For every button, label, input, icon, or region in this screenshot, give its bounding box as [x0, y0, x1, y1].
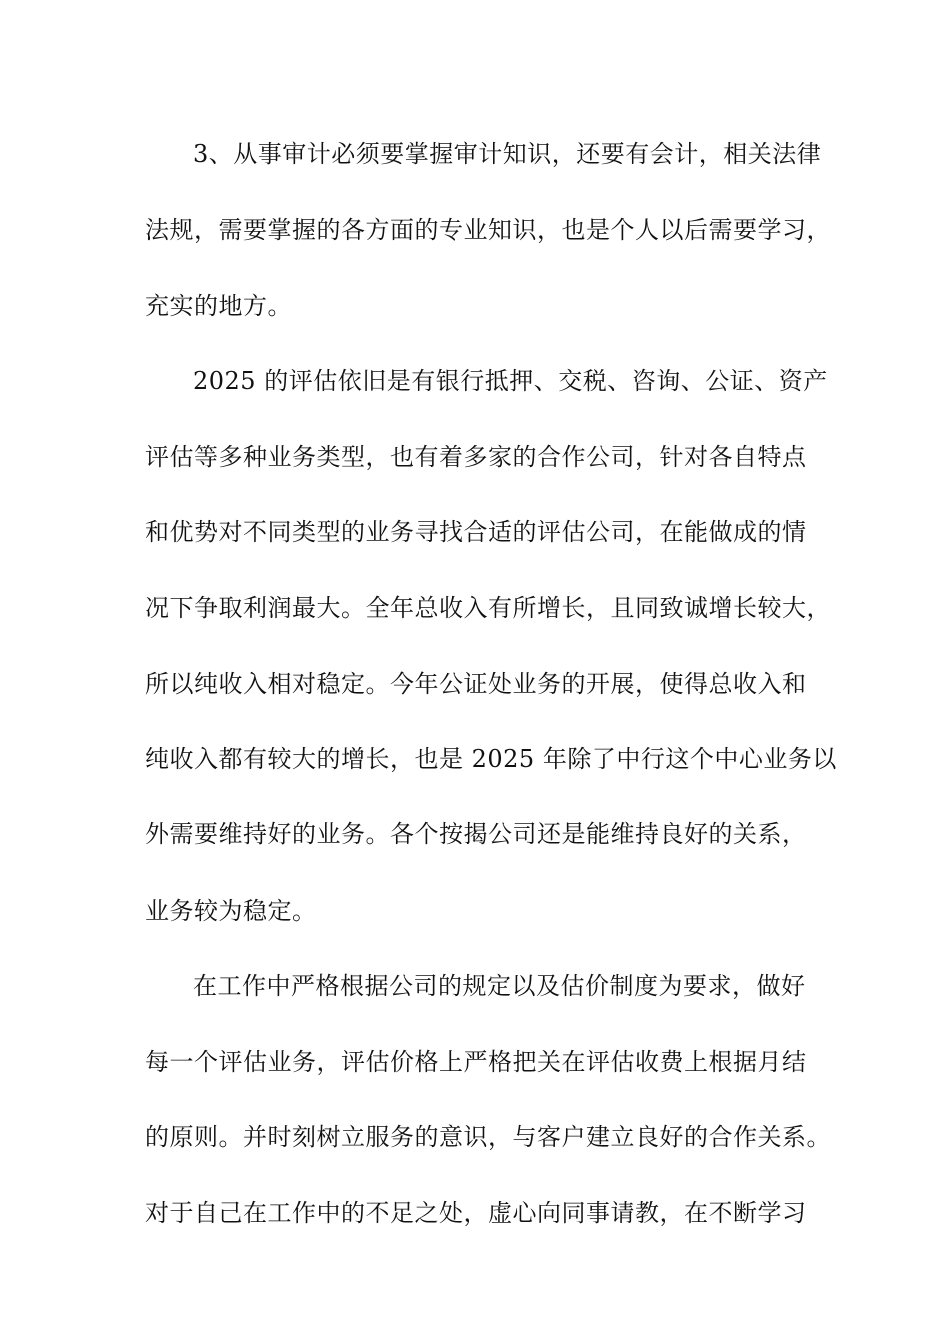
paragraph-2-line-1: 2025 的评估依旧是有银行抵押、交税、咨询、公证、资产: [193, 367, 828, 395]
paragraph-2-line-5: 所以纯收入相对稳定。今年公证处业务的开展，使得总收入和: [145, 670, 807, 698]
paragraph-1-line-1: 3、从事审计必须要掌握审计知识，还要有会计，相关法律: [193, 140, 822, 168]
paragraph-2-line-3: 和优势对不同类型的业务寻找合适的评估公司，在能做成的情: [145, 518, 807, 546]
paragraph-2-line-7: 外需要维持好的业务。各个按揭公司还是能维持良好的关系，: [145, 820, 807, 848]
paragraph-3-line-1: 在工作中严格根据公司的规定以及估价制度为要求，做好: [193, 972, 806, 1000]
paragraph-2-line-8: 业务较为稳定。: [145, 897, 317, 925]
paragraph-1-line-3: 充实的地方。: [145, 292, 292, 320]
paragraph-1-line-2: 法规，需要掌握的各方面的专业知识，也是个人以后需要学习，: [145, 216, 831, 244]
paragraph-3-line-2: 每一个评估业务，评估价格上严格把关在评估收费上根据月结: [145, 1048, 807, 1076]
paragraph-2-line-6: 纯收入都有较大的增长，也是 2025 年除了中行这个中心业务以: [145, 745, 837, 773]
paragraph-2-line-4: 况下争取利润最大。全年总收入有所增长，且同致诚增长较大，: [145, 594, 831, 622]
paragraph-3-line-4: 对于自己在工作中的不足之处，虚心向同事请教，在不断学习: [145, 1199, 807, 1227]
paragraph-2-line-2: 评估等多种业务类型，也有着多家的合作公司，针对各自特点: [145, 443, 807, 471]
paragraph-3-line-3: 的原则。并时刻树立服务的意识，与客户建立良好的合作关系。: [145, 1123, 831, 1151]
